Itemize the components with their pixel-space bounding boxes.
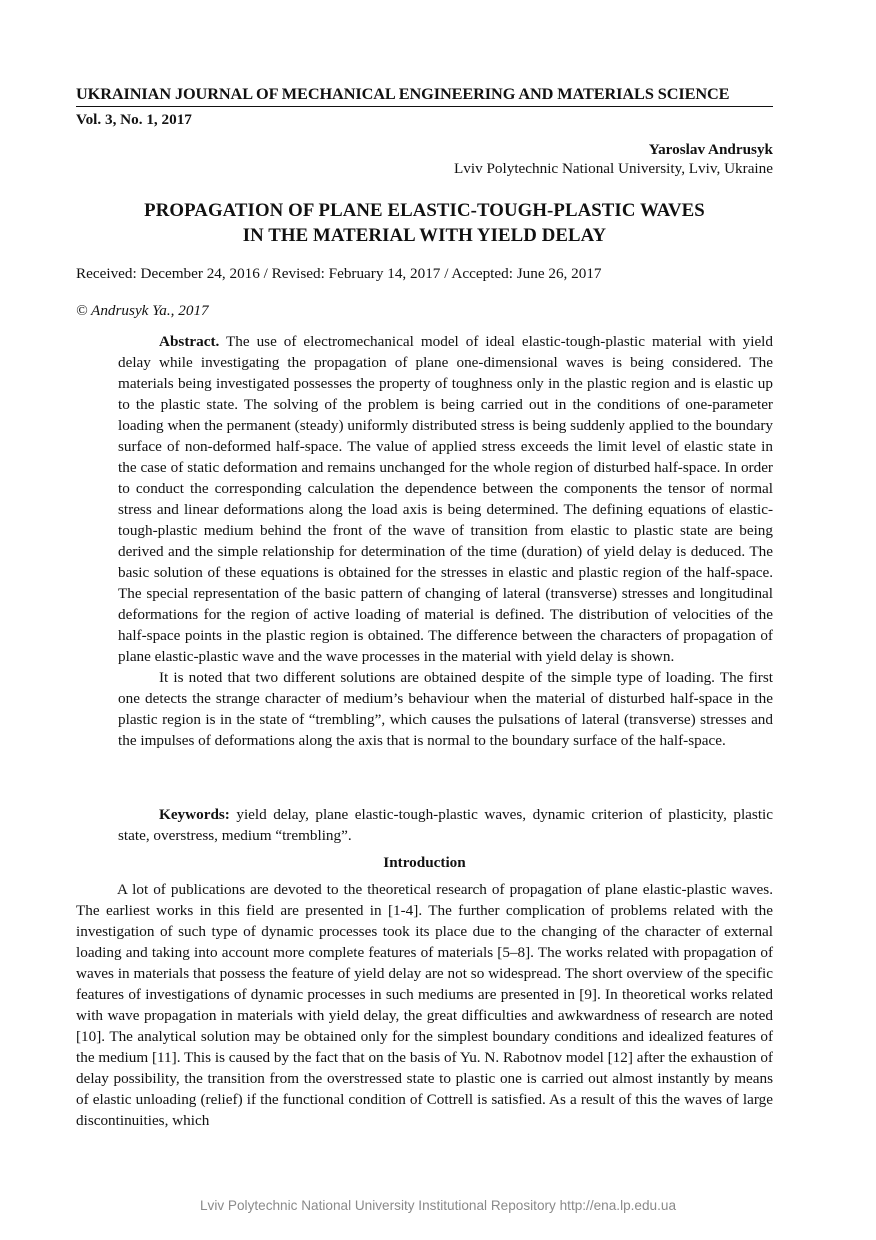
submission-dates: Received: December 24, 2016 / Revised: February 14, 2017 / Accepted: June 26, 2017 [76, 265, 602, 282]
copyright-notice: © Andrusyk Ya., 2017 [76, 302, 209, 319]
header-rule [76, 106, 773, 107]
abstract-text-1: The use of electromechanical model of ideal elastic-tough-plastic material with yield delay while investigating the propagation of plane one-dimensional waves is being considered. The materials being investigated possesses the property of toughness only in the plastic region and is elastic up to the plastic state. The solving of the problem is being carried out in the conditions of one-parameter loading when the permanent (steady) uniformly distributed stress is being suddenly applied to the boundary surface of non-deformed half-space. The value of applied stress exceeds the limit level of elastic state in the case of static deformation and remains unchanged for the whole region of disturbed half-space. In order to conduct the corresponding calculation the dependence between the components the tensor of normal stress and linear deformations along the load axis is being determined. The defining equations of elastic-tough-plastic medium behind the front of the wave of transition from elastic to plastic state are being derived and the simple relationship for determination of the time (duration) of yield delay is deduced. The basic solution of these equations is obtained for the stresses in elastic and plastic region of the half-space. The special representation of the basic pattern of changing of lateral (transverse) stresses and longitudinal deformations for the region of active loading of material is defined. The distribution of velocities of the half-space points in the plastic region is obtained. The difference between the characters of propagation of plane elastic-plastic wave and the wave processes in the material with yield delay is shown. [118, 333, 773, 665]
paper-title [76, 198, 773, 248]
author-name: Yaroslav Andrusyk [648, 141, 773, 158]
keywords-label: Keywords: [159, 806, 230, 823]
paper-title-line-2: IN THE MATERIAL WITH YIELD DELAY [242, 225, 607, 246]
keywords [118, 804, 773, 846]
introduction-text: A lot of publications are devoted to the theoretical research of propagation of plane elastic-plastic waves. The earliest works in this field are presented in [1-4]. The further complication of problems related with the investigation of such type of dynamic processes took its place due to the changing of the character of external loading and taking into account more complete features of materials [5–8]. The works related with propagation of waves in materials that possess the feature of yield delay are not so widespread. The short overview of the specific features of investigations of dynamic processes in such mediums are presented in [9]. In theoretical works related with wave propagation in materials with yield delay, the great difficulties and awkwardness of research are noted [10]. The analytical solution may be obtained only for the simplest boundary conditions and idealized features of the medium [11]. This is caused by the fact that on the basis of Yu. N. Rabotnov model [12] after the exhaustion of delay possibility, the transition from the overstressed state to plastic one is carried out almost instantly by means of elastic unloading (relief) if the functional condition of Cottrell is satisfied. As a result of this the waves of large discontinuities, which [76, 881, 773, 1129]
paper-title-line-1: PROPAGATION OF PLANE ELASTIC-TOUGH-PLASTIC WAVES [144, 200, 705, 221]
abstract-paragraph-1 [118, 331, 773, 667]
volume-info: Vol. 3, No. 1, 2017 [76, 111, 192, 128]
repository-footer: Lviv Polytechnic National University Institutional Repository http://ena.lp.edu.ua [199, 1198, 677, 1213]
keywords-text: yield delay, plane elastic-tough-plastic waves, dynamic criterion of plasticity, plastic state, overstress, medium “trembling”. [118, 806, 773, 844]
author-affiliation: Lviv Polytechnic National University, Lviv, Ukraine [453, 160, 773, 177]
abstract [118, 331, 773, 751]
abstract-paragraph-2: It is noted that two different solutions are obtained despite of the simple type of loading. The first one detects the strange character of medium’s behaviour when the material of disturbed half-space in the plastic region is in the state of “trembling”, which causes the pulsations of lateral (transverse) stresses and the impulses of deformations along the axis that is normal to the boundary surface of the half-space. [118, 669, 773, 749]
introduction-heading: Introduction [383, 854, 466, 871]
journal-title: UKRAINIAN JOURNAL OF MECHANICAL ENGINEERING AND MATERIALS SCIENCE [76, 84, 730, 103]
abstract-label: Abstract. [159, 333, 220, 350]
